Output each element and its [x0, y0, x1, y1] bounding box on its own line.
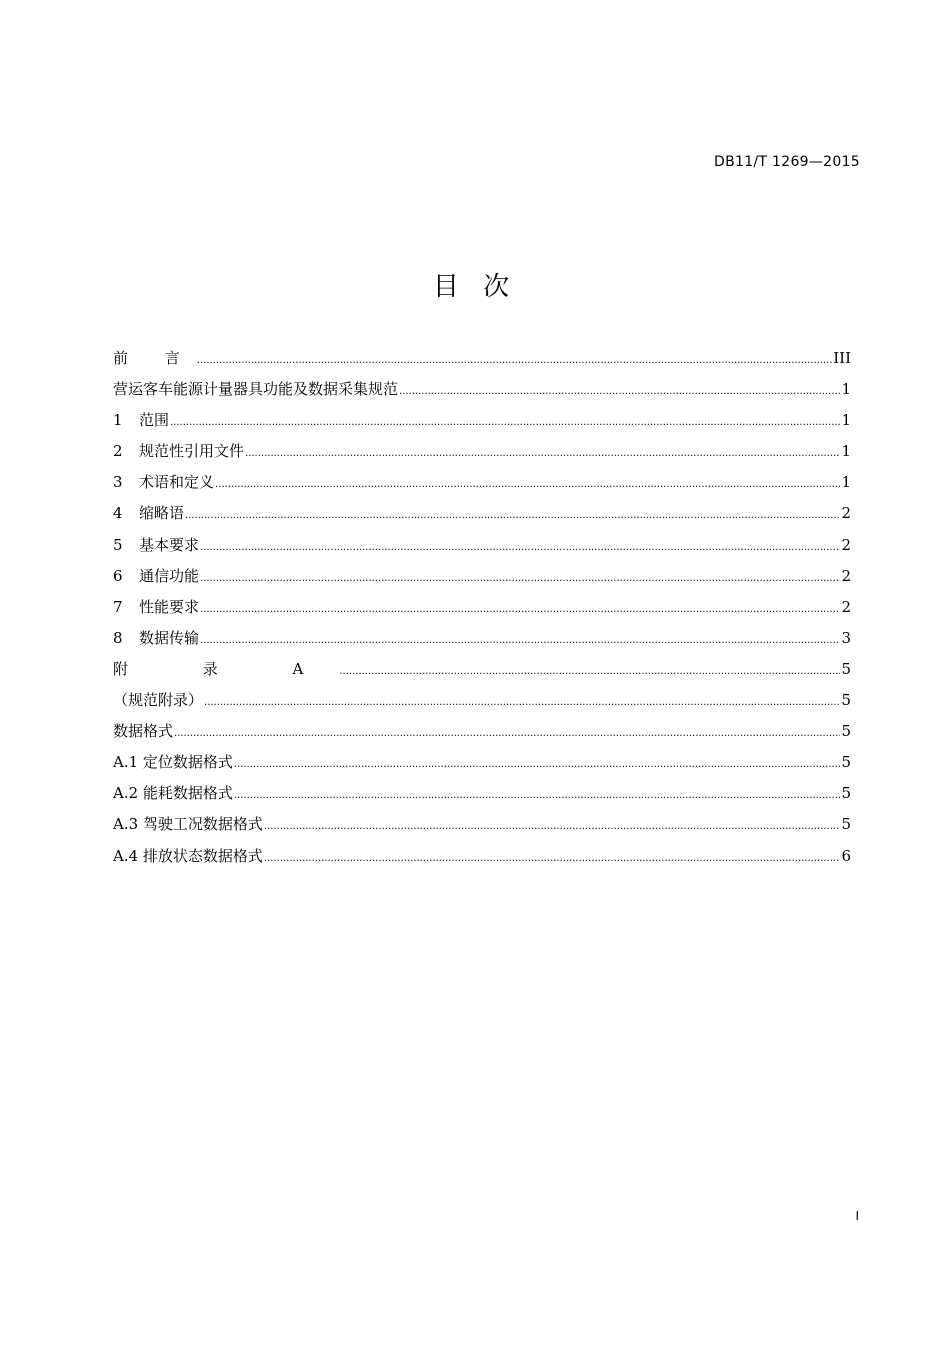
- toc-leader-dots: [215, 471, 840, 499]
- toc-entry-page: 1: [841, 442, 851, 461]
- toc-entry-label: A.1 定位数据格式: [113, 753, 233, 772]
- toc-entry-page: 3: [841, 628, 851, 647]
- page-title: 目 次: [432, 272, 518, 302]
- toc-entry-number: 4: [113, 504, 123, 523]
- toc-entry-preface[interactable]: [113, 344, 851, 375]
- page-number: I: [855, 1209, 859, 1223]
- toc-entry-appendix-a[interactable]: [113, 655, 851, 686]
- toc-leader-dots: [200, 627, 840, 655]
- toc-entry-label: 数据传输: [139, 628, 200, 647]
- toc-leader-dots: [264, 813, 841, 841]
- toc-entry-page: 2: [841, 535, 851, 554]
- toc-entry-page: 2: [841, 566, 851, 585]
- toc-entry-label: A.3 驾驶工况数据格式: [113, 815, 263, 834]
- toc-leader-dots: [174, 720, 840, 748]
- toc-entry-a1-positioning[interactable]: [113, 748, 851, 779]
- toc-entry-page: 5: [841, 722, 851, 741]
- toc-entry-number: 3: [113, 473, 123, 492]
- toc-entry-performance[interactable]: [113, 593, 851, 624]
- toc-leader-dots: [399, 378, 840, 406]
- toc-entry-number: 7: [113, 597, 123, 616]
- toc-entry-label: A.2 能耗数据格式: [113, 784, 233, 803]
- toc-entry-a3-driving[interactable]: [113, 810, 851, 841]
- toc-entry-page: 5: [841, 753, 851, 772]
- toc-entry-label: 基本要求: [139, 535, 200, 554]
- toc-entry-label: （规范附录）: [113, 691, 204, 710]
- toc-leader-dots: [234, 751, 841, 779]
- toc-entry-label: A.4 排放状态数据格式: [113, 846, 263, 865]
- toc-entry-page: 6: [841, 846, 851, 865]
- table-of-contents: [113, 344, 851, 873]
- toc-entry-page: 2: [841, 504, 851, 523]
- toc-entry-page: 5: [841, 784, 851, 803]
- toc-entry-basic-requirements[interactable]: [113, 531, 851, 562]
- toc-entry-label: 范围: [139, 411, 170, 430]
- toc-entry-page: 5: [841, 659, 851, 678]
- toc-entry-page: 2: [841, 597, 851, 616]
- toc-entry-label: 规范性引用文件: [139, 442, 245, 461]
- toc-entry-terms-definitions[interactable]: [113, 468, 851, 499]
- toc-entry-abbreviations[interactable]: [113, 499, 851, 530]
- toc-leader-dots: [200, 534, 840, 562]
- toc-entry-data-format[interactable]: [113, 717, 851, 748]
- toc-entry-page: 1: [841, 411, 851, 430]
- toc-entry-page: 5: [841, 691, 851, 710]
- toc-entry-a4-emission[interactable]: [113, 842, 851, 873]
- toc-entry-normative-references[interactable]: [113, 437, 851, 468]
- toc-leader-dots: [234, 782, 841, 810]
- toc-leader-dots: [200, 565, 840, 593]
- document-code: DB11/T 1269—2015: [714, 154, 860, 170]
- toc-entry-label: 缩略语: [139, 504, 185, 523]
- toc-entry-page: 1: [841, 380, 851, 399]
- toc-leader-dots: [245, 440, 840, 468]
- toc-entry-label: 术语和定义: [139, 473, 215, 492]
- toc-entry-data-transmission[interactable]: [113, 624, 851, 655]
- toc-leader-dots: [170, 409, 840, 437]
- toc-entry-label: 附 录 A: [113, 659, 339, 678]
- toc-leader-dots: [204, 689, 840, 717]
- toc-leader-dots: [264, 845, 841, 873]
- toc-entry-label: 营运客车能源计量器具功能及数据采集规范: [113, 380, 399, 399]
- toc-leader-dots: [200, 596, 840, 624]
- toc-entry-page: III: [833, 349, 851, 367]
- toc-leader-dots: [185, 502, 840, 530]
- toc-entry-number: 6: [113, 566, 123, 585]
- toc-entry-normative-appendix[interactable]: [113, 686, 851, 717]
- toc-entry-standard-title[interactable]: [113, 375, 851, 406]
- toc-entry-page: 5: [841, 815, 851, 834]
- toc-leader-dots: [339, 658, 840, 686]
- toc-entry-number: 2: [113, 442, 123, 461]
- toc-entry-scope[interactable]: [113, 406, 851, 437]
- toc-leader-dots: [197, 347, 832, 375]
- toc-entry-label: 性能要求: [139, 597, 200, 616]
- toc-entry-label: 数据格式: [113, 722, 174, 741]
- toc-entry-label: 前 言: [113, 349, 196, 367]
- toc-entry-a2-energy[interactable]: [113, 779, 851, 810]
- toc-entry-number: 1: [113, 411, 123, 430]
- toc-entry-communication[interactable]: [113, 562, 851, 593]
- toc-entry-page: 1: [841, 473, 851, 492]
- toc-entry-number: 5: [113, 535, 123, 554]
- toc-entry-label: 通信功能: [139, 566, 200, 585]
- toc-entry-number: 8: [113, 628, 123, 647]
